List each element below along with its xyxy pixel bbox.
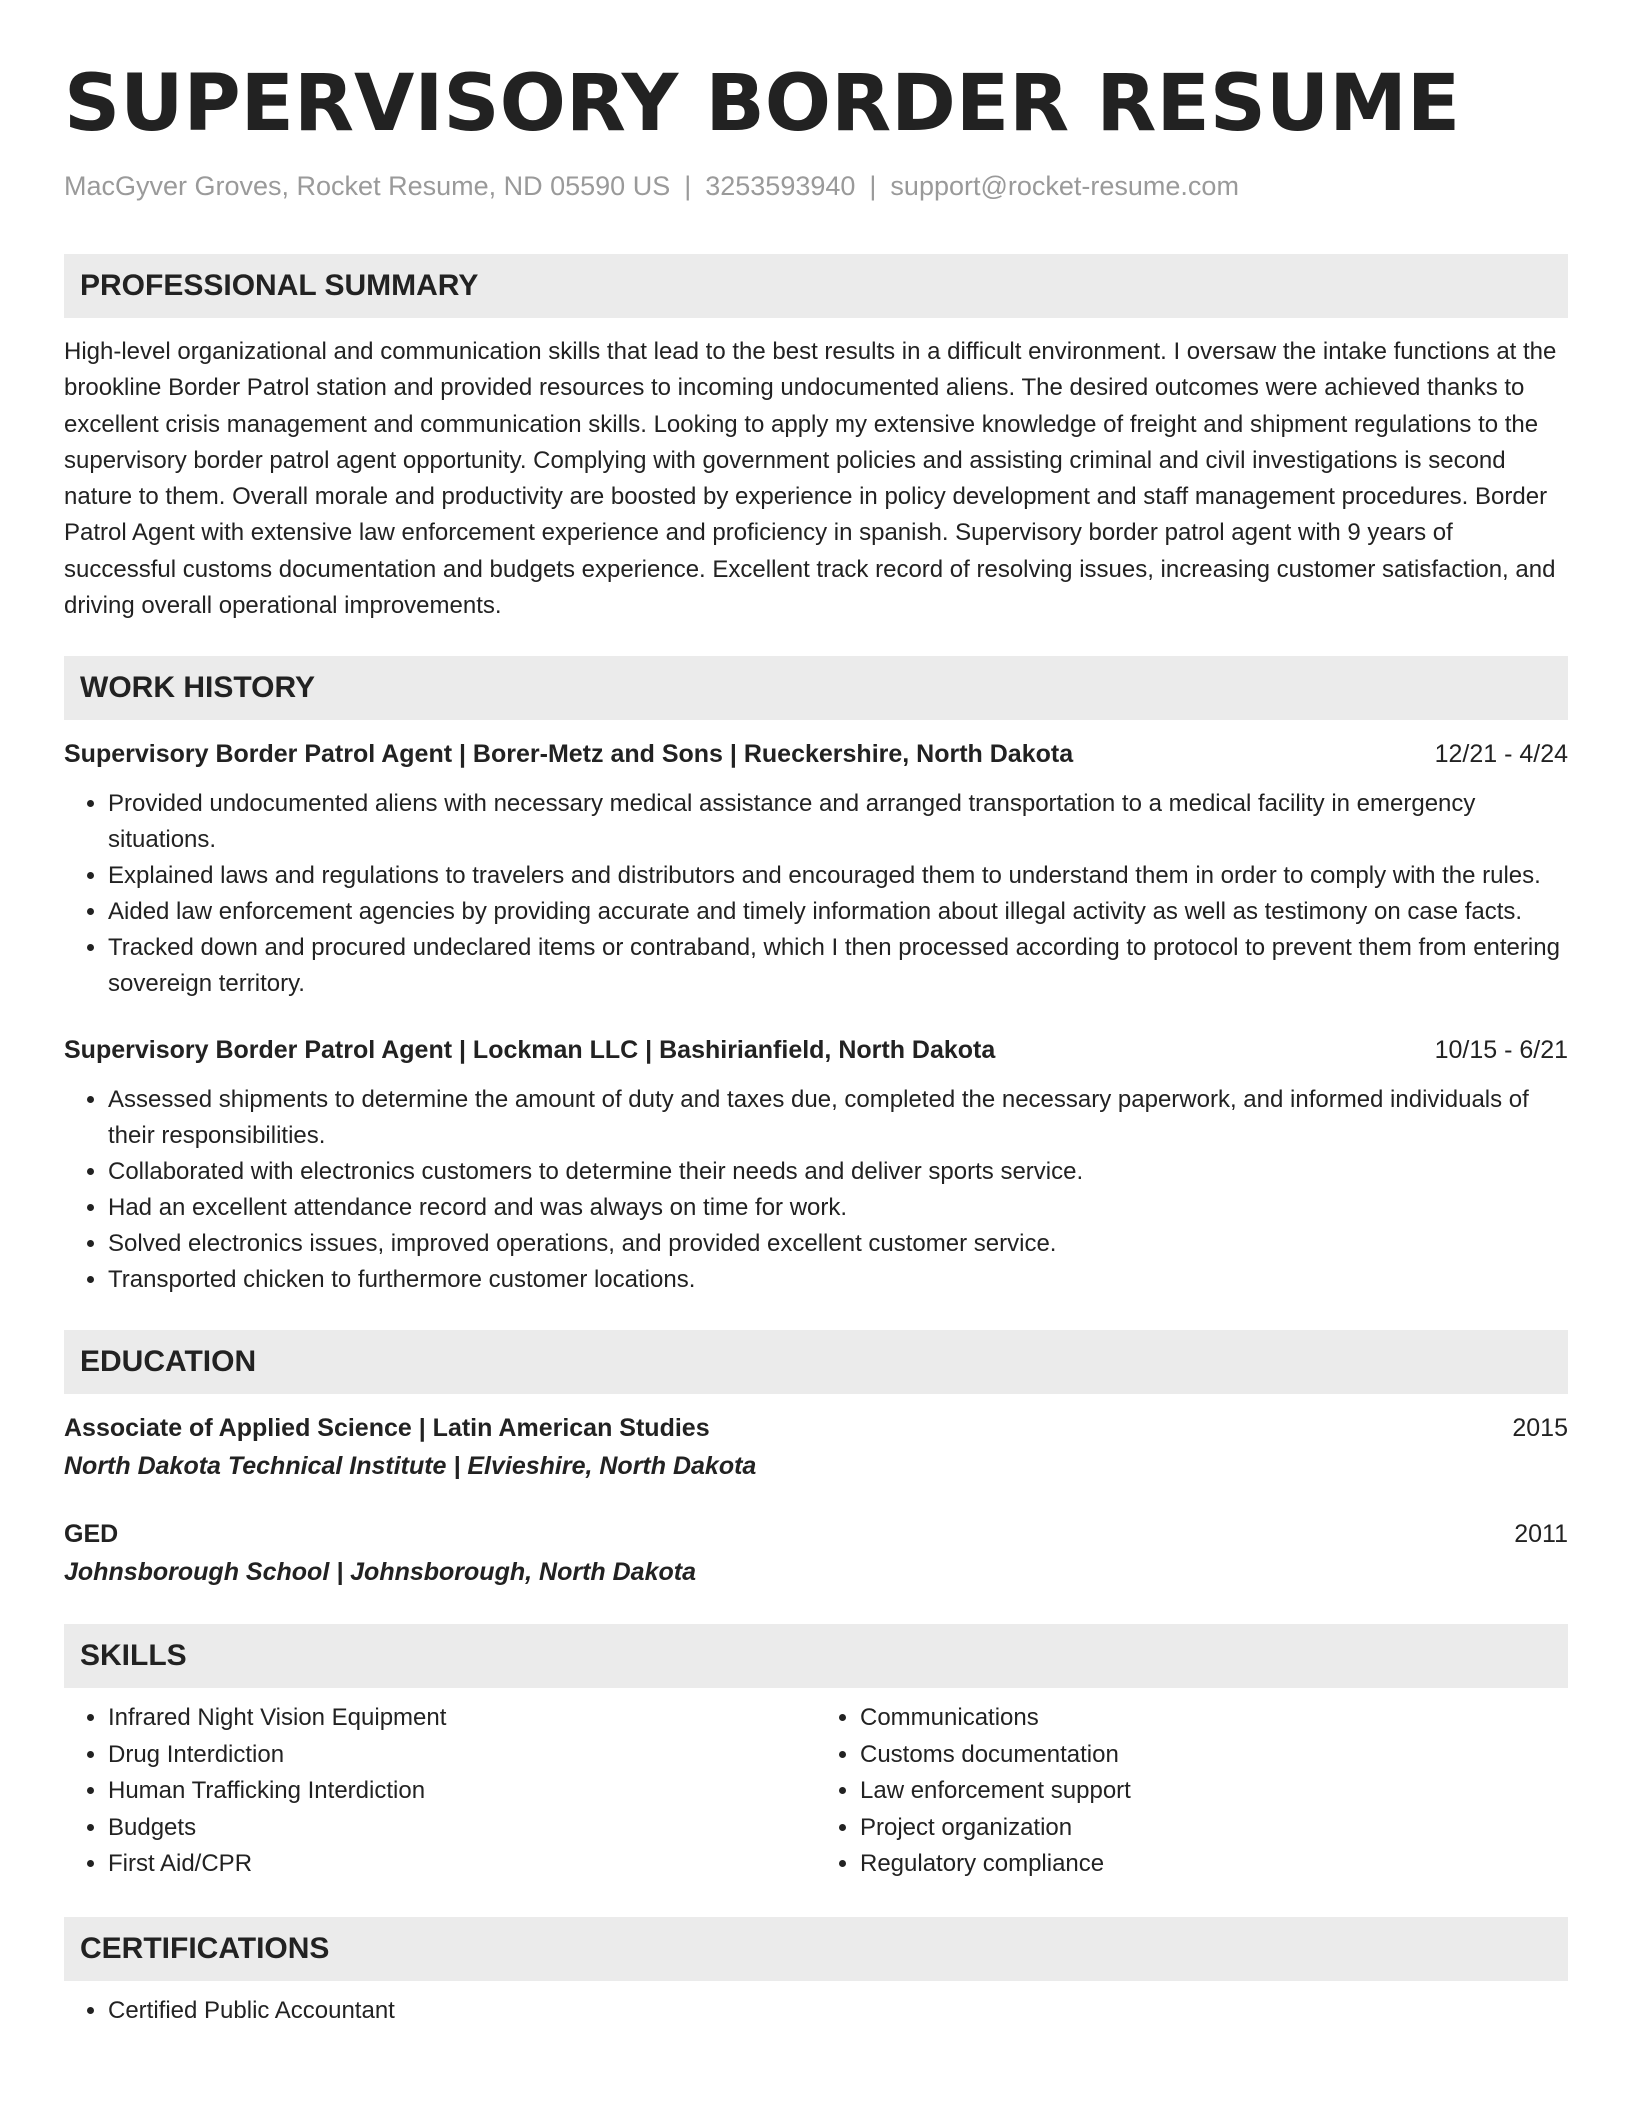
job-entry — [64, 1032, 1568, 1298]
skills-right-column — [816, 1700, 1568, 1883]
skill-item: • Law enforcement support — [860, 1773, 1568, 1810]
education-header — [64, 1516, 1568, 1552]
skill-item: • Project organization — [860, 1810, 1568, 1847]
summary-text: High-level organizational and communication skills that lead to the best results in a difficult environment. I oversaw the intake functions at the brookline Border Patrol station and provided resources to incoming undocumented aliens. The desired outcomes were achieved thanks to excellent crisis management and communication skills. Looking to apply my extensive knowledge of freight and shipment regulations to the supervisory border patrol agent opportunity. Complying with government policies and assisting criminal and civil investigations is second nature to them. Overall morale and productivity are boosted by experience in policy development and staff management procedures. Border Patrol Agent with extensive law enforcement experience and proficiency in spanish. Supervisory border patrol agent with 9 years of successful customs documentation and budgets experience. Excellent track record of resolving issues, increasing customer satisfaction, and driving overall operational improvements. — [64, 338, 1557, 620]
school-name: Johnsborough School | Johnsborough, North Dakota — [64, 1558, 696, 1587]
skills-left-column — [64, 1700, 816, 1883]
skill-item: • Infrared Night Vision Equipment — [108, 1700, 816, 1737]
summary-heading: PROFESSIONAL SUMMARY — [64, 254, 1568, 318]
certifications-section — [64, 1917, 1568, 2029]
contact-phone: 3253593940 — [705, 171, 856, 201]
education-heading: EDUCATION — [64, 1330, 1568, 1394]
skill-item: • Customs documentation — [860, 1737, 1568, 1774]
job-bullet: • Provided undocumented aliens with necessary medical assistance and arranged transportation to a medical facility in emergency situations. — [108, 786, 1568, 858]
job-bullets — [64, 1082, 1568, 1298]
job-bullet: • Collaborated with electronics customers to determine their needs and deliver sports service. — [108, 1154, 1568, 1190]
skill-item: • Drug Interdiction — [108, 1737, 816, 1774]
contact-line — [64, 168, 1568, 204]
job-bullet: • Assessed shipments to determine the amount of duty and taxes due, completed the necessary paperwork, and informed individuals of their responsibilities. — [108, 1082, 1568, 1154]
skills-section — [64, 1624, 1568, 1883]
job-bullet: • Had an excellent attendance record and was always on time for work. — [108, 1190, 1568, 1226]
work-history-heading: WORK HISTORY — [64, 656, 1568, 720]
contact-separator: | — [869, 171, 877, 201]
summary-section — [64, 254, 1568, 624]
job-bullet: • Tracked down and procured undeclared items or contraband, which I then processed according to protocol to prevent them from entering sovereign territory. — [108, 930, 1568, 1002]
job-dates: 10/15 - 6/21 — [1434, 1036, 1568, 1065]
job-bullet: • Aided law enforcement agencies by providing accurate and timely information about illegal activity as well as testimony on case facts. — [108, 894, 1568, 930]
degree-title: GED — [64, 1520, 119, 1549]
contact-separator: | — [684, 171, 692, 201]
skills-columns — [64, 1700, 1568, 1883]
skill-item: • Regulatory compliance — [860, 1846, 1568, 1883]
contact-email: support@rocket-resume.com — [890, 171, 1239, 201]
job-title: Supervisory Border Patrol Agent | Borer-Metz and Sons | Rueckershire, North Dakota — [64, 740, 1074, 769]
job-bullet: • Transported chicken to furthermore customer locations. — [108, 1262, 1568, 1298]
job-header — [64, 736, 1568, 772]
certification-item: • Certified Public Accountant — [108, 1993, 1568, 2029]
certifications-heading: CERTIFICATIONS — [64, 1917, 1568, 1981]
job-bullet: • Solved electronics issues, improved operations, and provided excellent customer service. — [108, 1226, 1568, 1262]
job-bullets — [64, 786, 1568, 1002]
education-header — [64, 1410, 1568, 1446]
certifications-list — [64, 1993, 1568, 2029]
job-entry — [64, 736, 1568, 1002]
work-history-section — [64, 656, 1568, 1298]
resume-title: SUPERVISORY BORDER RESUME — [64, 59, 1461, 149]
school-name: North Dakota Technical Institute | Elvieshire, North Dakota — [64, 1452, 757, 1481]
skills-heading: SKILLS — [64, 1624, 1568, 1688]
skill-item: • Communications — [860, 1700, 1568, 1737]
education-year: 2015 — [1512, 1414, 1568, 1443]
education-section — [64, 1330, 1568, 1592]
job-title: Supervisory Border Patrol Agent | Lockman LLC | Bashirianfield, North Dakota — [64, 1036, 996, 1065]
job-header — [64, 1032, 1568, 1068]
skill-item: • First Aid/CPR — [108, 1846, 816, 1883]
education-year: 2011 — [1514, 1520, 1568, 1549]
degree-title: Associate of Applied Science | Latin American Studies — [64, 1414, 710, 1443]
skill-item: • Budgets — [108, 1810, 816, 1847]
job-bullet: • Explained laws and regulations to travelers and distributors and encouraged them to understand them in order to comply with the rules. — [108, 858, 1568, 894]
job-dates: 12/21 - 4/24 — [1434, 740, 1568, 769]
contact-address: MacGyver Groves, Rocket Resume, ND 05590 US — [64, 171, 671, 201]
education-entry — [64, 1410, 1568, 1486]
education-entry — [64, 1516, 1568, 1592]
skill-item: • Human Trafficking Interdiction — [108, 1773, 816, 1810]
